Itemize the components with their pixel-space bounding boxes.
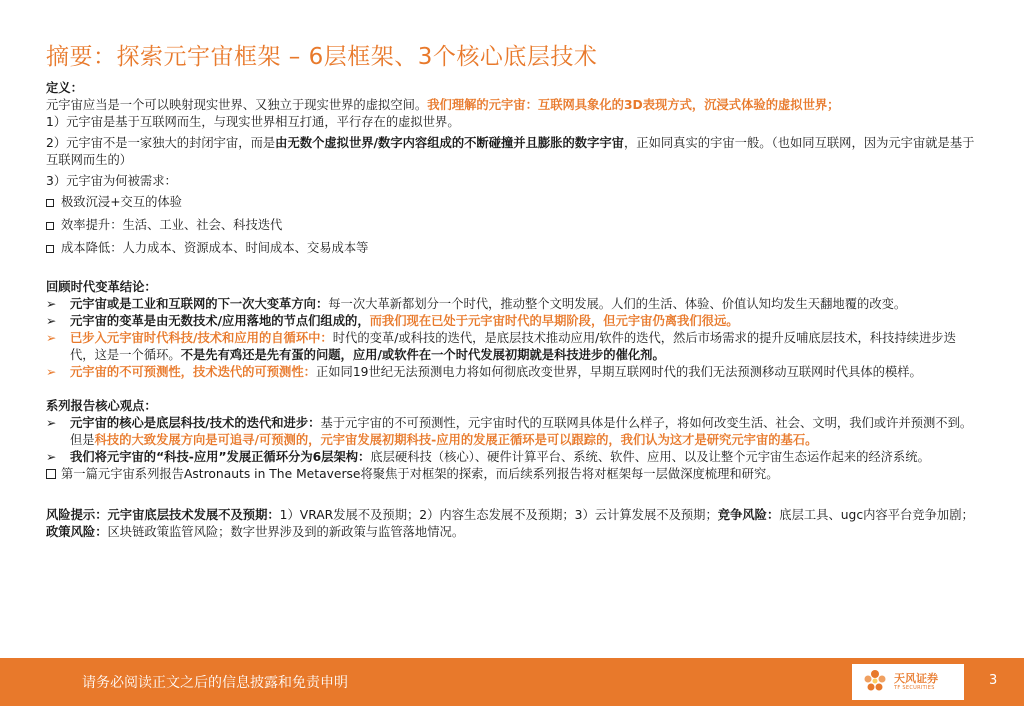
review-bullet-3: ➢ 已步入元宇宙时代科技/技术和应用的自循环中：时代的变革/或科技的迭代，是底层技术推动应用/软件的迭代，然后市场需求的提升反哺底层技术，科技持续进步迭代，这是一个循环。不是先有鸡还是先有蛋的问题，应用/或软件在一个时代发展初期就是科技进步的催化剂。 (46, 331, 956, 362)
arrow-bullet-icon: ➢ (46, 331, 57, 345)
page-number: 3 (989, 673, 998, 688)
definition-heading: 定义： (46, 81, 83, 95)
definition-item-2: 2）元宇宙不是一家独大的封闭宇宙，而是由无数个虚拟世界/数字内容组成的不断碰撞并且膨胀的数字宇宙，正如同真实的宇宙一般。（也如同互联网，因为元宇宙就是基于互联网而生的） (46, 136, 975, 167)
arrow-bullet-icon: ➢ (46, 297, 57, 311)
square-bullet-icon (46, 245, 54, 253)
square-bullet-icon (46, 222, 54, 230)
views-bullet-1: ➢ 元宇宙的核心是底层科技/技术的迭代和进步：基于元宇宙的不可预测性，元宇宙时代的互联网具体是什么样子，将如何改变生活、社会、文明，我们或许并预测不到。但是科技的大致发展方向是可追寻/可预测的，元宇宙发展初期科技-应用的发展正循环是可以跟踪的，我们认为这才是研究元宇宙的基石。 (46, 416, 973, 447)
footer-bar (0, 658, 1024, 706)
review-bullet-4: ➢ 元宇宙的不可预测性，技术迭代的可预测性：正如同19世纪无法预测电力将如何彻底改变世界，早期互联网时代的我们无法预测移动互联网时代具体的模样。 (46, 365, 922, 379)
page-title: 摘要：探索元宇宙框架 – 6层框架、3个核心底层技术 (46, 44, 598, 70)
logo-text: 天风证券 (894, 672, 938, 685)
flower-logo-icon (862, 668, 888, 696)
review-heading: 回顾时代变革结论： (46, 280, 157, 294)
square-bullet-icon (46, 469, 56, 479)
arrow-bullet-icon: ➢ (46, 416, 57, 430)
need-item: 极致沉浸+交互的体验 (46, 194, 976, 211)
content-body (46, 80, 976, 541)
review-bullet-1: ➢ 元宇宙或是工业和互联网的下一次大变革方向：每一次大革新都划分一个时代，推动整个文明发展。人们的生活、体验、价值认知均发生天翻地覆的改变。 (46, 297, 907, 311)
need-item: 成本降低：人力成本、资源成本、时间成本、交易成本等 (46, 240, 976, 257)
arrow-bullet-icon: ➢ (46, 314, 57, 328)
views-heading: 系列报告核心观点： (46, 399, 157, 413)
need-item: 效率提升：生活、工业、社会、科技迭代 (46, 217, 976, 234)
arrow-bullet-icon: ➢ (46, 450, 57, 464)
square-bullet-icon (46, 199, 54, 207)
definition-item-1: 1）元宇宙是基于互联网而生，与现实世界相互打通，平行存在的虚拟世界。 (46, 115, 460, 129)
company-logo (852, 664, 964, 700)
logo-subtext: TF SECURITIES (894, 685, 935, 691)
risk-section: 风险提示：元宇宙底层技术发展不及预期：1）VRAR发展不及预期；2）内容生态发展不及预期；3）云计算发展不及预期；竞争风险：底层工具、ugc内容平台竞争加剧；政策风险：区块链政策监管风险；数字世界涉及到的新政策与监管落地情况。 (46, 508, 974, 539)
disclaimer-text: 请务必阅读正文之后的信息披露和免责申明 (82, 675, 348, 691)
review-bullet-2: ➢ 元宇宙的变革是由无数技术/应用落地的节点们组成的，而我们现在已处于元宇宙时代的早期阶段，但元宇宙仍离我们很远。 (46, 314, 739, 328)
views-note: 第一篇元宇宙系列报告Astronauts in The Metaverse将聚焦于对框架的探索，而后续系列报告将对框架每一层做深度梳理和研究。 (46, 466, 976, 483)
definition-line: 元宇宙应当是一个可以映射现实世界、又独立于现实世界的虚拟空间。我们理解的元宇宙：互联网具象化的3D表现方式，沉浸式体验的虚拟世界； (46, 98, 840, 112)
views-bullet-2: ➢ 我们将元宇宙的“科技-应用”发展正循环分为6层架构：底层硬科技（核心）、硬件计算平台、系统、软件、应用、以及让整个元宇宙生态运作起来的经济系统。 (46, 450, 930, 464)
definition-item-3: 3）元宇宙为何被需求： (46, 174, 177, 188)
arrow-bullet-icon: ➢ (46, 365, 57, 379)
